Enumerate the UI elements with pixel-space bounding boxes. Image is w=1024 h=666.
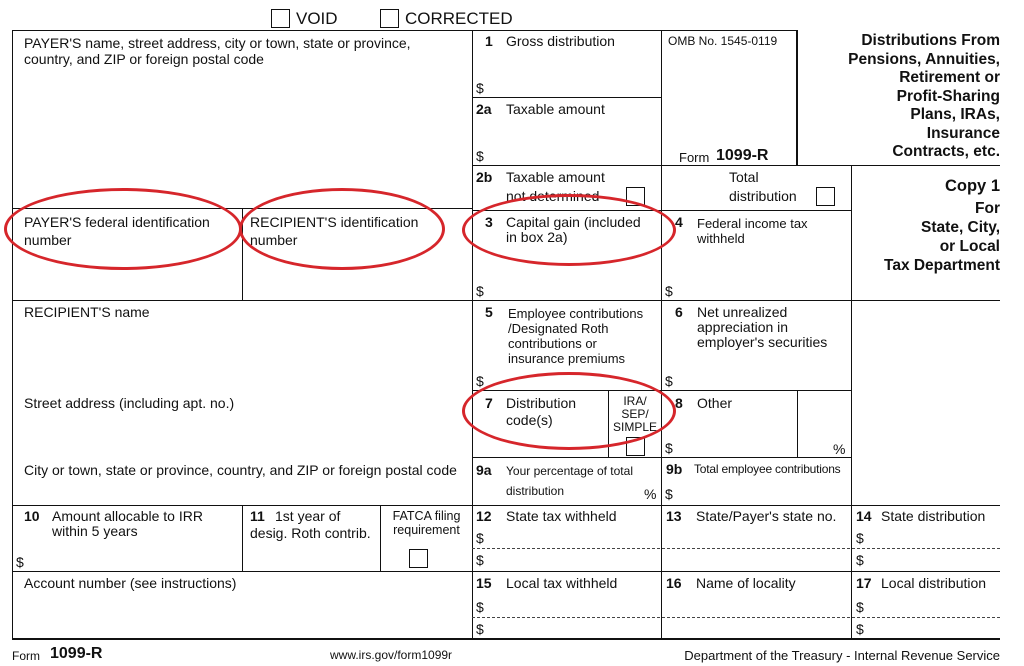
box11-num: 11 <box>250 508 265 524</box>
box6-label-2: appreciation in <box>697 319 789 335</box>
box17-dollar-1: $ <box>856 599 864 615</box>
box6-label-3: employer's securities <box>697 334 828 350</box>
box10-dollar: $ <box>16 554 24 570</box>
box1-num: 1 <box>485 33 493 49</box>
box4-label: Federal income tax <box>697 216 808 231</box>
title-line-4: Profit-Sharing <box>896 87 1000 105</box>
box17-dollar-2: $ <box>856 621 864 637</box>
omb-form-name: 1099-R <box>716 147 769 164</box>
recipient-street-label: Street address (including apt. no.) <box>24 395 235 411</box>
copy-line-3: State, City, <box>921 219 1000 236</box>
box12-num: 12 <box>476 508 492 524</box>
box16-num: 16 <box>666 575 682 591</box>
box5-label-4: insurance premiums <box>508 351 626 366</box>
box3-label-2: in box 2a) <box>506 229 568 245</box>
box11-label: 1st year of <box>275 508 341 524</box>
fatca-line-1: FATCA filing <box>392 509 461 523</box>
annotation-ellipse-recipient-tin <box>239 188 445 270</box>
box6-dollar: $ <box>665 373 673 389</box>
box2b-label-2: not determined <box>506 188 600 204</box>
box6-num: 6 <box>675 304 683 320</box>
box14-dollar-2: $ <box>856 552 864 568</box>
box8-num: 8 <box>675 395 683 411</box>
box12-dollar-1: $ <box>476 530 484 546</box>
footer-form-name: 1099-R <box>50 645 103 662</box>
payer-tin-label-2: number <box>24 232 72 248</box>
void-checkbox[interactable] <box>271 9 290 28</box>
box9a-num: 9a <box>476 462 492 478</box>
box17-label: Local distribution <box>881 575 987 591</box>
box14-label: State distribution <box>881 508 986 524</box>
box10-num: 10 <box>24 508 40 524</box>
box10-label: Amount allocable to IRR <box>52 508 203 524</box>
box16-label: Name of locality <box>696 575 796 591</box>
box2a-num: 2a <box>476 101 492 117</box>
box14-num: 14 <box>856 508 872 524</box>
fatca-checkbox[interactable] <box>409 549 428 568</box>
copy-line-1: Copy 1 <box>944 177 1000 195</box>
box15-label: Local tax withheld <box>506 575 618 591</box>
ira-line-2: SEP/ <box>621 407 649 421</box>
box10-label-2: within 5 years <box>52 523 138 539</box>
box15-num: 15 <box>476 575 492 591</box>
box14-dollar-1: $ <box>856 530 864 546</box>
box5-dollar: $ <box>476 373 484 389</box>
title-line-7: Contracts, etc. <box>892 143 1000 160</box>
box9a-percent: % <box>644 486 657 502</box>
recipient-city-label: City or town, state or province, country, and ZIP or foreign postal code <box>24 462 457 478</box>
form-title <box>848 32 1000 162</box>
annotation-ellipse-payer-tin <box>4 188 242 270</box>
ira-line-3: SIMPLE <box>612 420 657 434</box>
fatca-line-2: requirement <box>393 523 460 537</box>
box8-percent: % <box>833 441 846 457</box>
box7-label-2: code(s) <box>506 412 553 428</box>
box12-dollar-2: $ <box>476 552 484 568</box>
recipient-tin-label-2: number <box>250 232 298 248</box>
box3-dollar: $ <box>476 283 484 299</box>
box6-label: Net unrealized <box>697 304 788 320</box>
title-line-2: Pensions, Annuities, <box>848 50 1000 68</box>
box1-dollar: $ <box>476 80 484 96</box>
box8-label: Other <box>697 395 733 411</box>
box13-label: State/Payer's state no. <box>696 508 837 524</box>
box7-label: Distribution <box>506 395 577 411</box>
title-line-1: Distributions From <box>861 32 1000 49</box>
box3-label: Capital gain (included <box>506 214 641 230</box>
footer-form-prefix: Form <box>12 649 40 663</box>
copy-line-4: or Local <box>939 238 1000 255</box>
box5-label: Employee contributions <box>508 306 644 321</box>
annotation-ellipse-box7 <box>462 372 676 450</box>
box9a-label-2: distribution <box>506 484 565 498</box>
footer-department: Department of the Treasury - Internal Revenue Service <box>684 648 1000 663</box>
box5-label-3: contributions or <box>508 336 597 351</box>
omb-form-prefix: Form <box>679 150 710 165</box>
corrected-checkbox[interactable] <box>380 9 399 28</box>
box4-label-2: withheld <box>697 231 745 246</box>
box9b-num: 9b <box>666 461 683 477</box>
title-line-3: Retirement or <box>899 69 1000 86</box>
copy-line-5: Tax Department <box>884 257 1000 274</box>
title-line-5: Plans, IRAs, <box>910 106 1000 123</box>
box2b-num: 2b <box>476 169 493 185</box>
box9b-dollar: $ <box>665 486 673 502</box>
box15-dollar-1: $ <box>476 599 484 615</box>
box2b-total-label: Total <box>729 169 759 185</box>
box17-num: 17 <box>856 575 872 591</box>
box4-dollar: $ <box>665 283 673 299</box>
box2b-total-distribution-checkbox[interactable] <box>816 187 835 206</box>
box15-dollar-2: $ <box>476 621 484 637</box>
box5-label-2: /Designated Roth <box>508 321 609 336</box>
title-line-6: Insurance <box>926 124 1000 142</box>
copy-line-2: For <box>975 200 1000 217</box>
box8-dollar: $ <box>665 440 673 456</box>
box11-label-2: desig. Roth contrib. <box>250 525 371 541</box>
payer-name-label: PAYER'S name, street address, city or town, state or province, <box>24 35 411 51</box>
ira-line-1: IRA/ <box>623 394 647 408</box>
payer-tin-label: PAYER'S federal identification <box>24 214 210 230</box>
box7-num: 7 <box>485 395 493 411</box>
box12-label: State tax withheld <box>506 508 617 524</box>
box2b-label: Taxable amount <box>506 169 605 185</box>
void-label: VOID <box>296 9 338 28</box>
payer-name-label-2: country, and ZIP or foreign postal code <box>24 51 264 67</box>
recipient-tin-label: RECIPIENT'S identification <box>250 214 419 230</box>
recipient-name-label: RECIPIENT'S name <box>24 304 150 320</box>
footer-url[interactable]: www.irs.gov/form1099r <box>330 648 453 662</box>
account-number-label: Account number (see instructions) <box>24 575 237 591</box>
omb-number: OMB No. 1545-0119 <box>668 34 778 48</box>
box5-num: 5 <box>485 304 493 320</box>
box2a-label: Taxable amount <box>506 101 605 117</box>
copy-block <box>884 177 1000 275</box>
annotation-ellipse-box3 <box>462 194 676 266</box>
box13-num: 13 <box>666 508 682 524</box>
fatca-label <box>381 509 472 537</box>
box2a-dollar: $ <box>476 148 484 164</box>
box4-num: 4 <box>675 214 683 230</box>
corrected-label: CORRECTED <box>405 9 513 28</box>
box9b-label: Total employee contributions <box>694 462 841 476</box>
box9a-label: Your percentage of total <box>506 464 633 478</box>
box1-label: Gross distribution <box>506 33 615 49</box>
box3-num: 3 <box>485 214 493 230</box>
box2b-total-label-2: distribution <box>729 188 797 204</box>
